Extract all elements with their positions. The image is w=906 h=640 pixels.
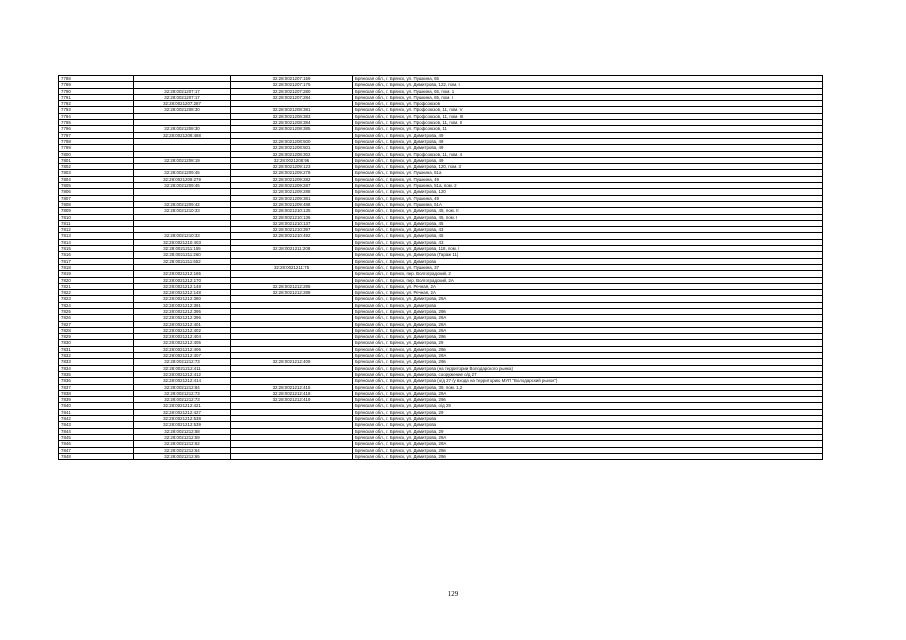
parcel-number-cell: 32:28:0021212:396 [134, 315, 231, 321]
row-number-cell: 7832 [59, 353, 134, 359]
object-number-cell: 32:28:0021211:208 [231, 246, 353, 252]
address-cell: Брянская обл., г. Брянск, ул. Речная, 2А [353, 290, 823, 296]
row-number-cell: 7801 [59, 157, 134, 163]
address-cell: Брянская обл., г. Брянск, ул. Пушкина, 65, пом. I [353, 94, 823, 100]
row-number-cell: 7817 [59, 258, 134, 264]
row-number-cell: 7823 [59, 296, 134, 302]
parcel-number-cell: 32:28:0021212:62 [134, 441, 231, 447]
address-cell: Брянская обл., г. Брянск, ул. Профсоюзов, 11 [353, 126, 823, 132]
address-cell: Брянская обл., г. Брянск, ул. Пушкина, 49 [353, 176, 823, 182]
object-number-cell: 32:28:0021212:419 [231, 397, 353, 403]
row-number-cell: 7824 [59, 302, 134, 308]
parcel-number-cell: 32:28:0021212:539 [134, 422, 231, 428]
row-number-cell: 7812 [59, 227, 134, 233]
row-number-cell: 7835 [59, 371, 134, 377]
address-cell: Брянская обл., г. Брянск, ул. Димитрова, 29в [353, 447, 823, 453]
parcel-number-cell: 32:28:0021209:45 [134, 183, 231, 189]
address-cell: Брянская обл., г. Брянск, пер. Волгоградский, 2 [353, 271, 823, 277]
object-number-cell: 32:28:0021212:418 [231, 390, 353, 396]
table-row [59, 453, 823, 459]
row-number-cell: 7795 [59, 120, 134, 126]
address-cell: Брянская обл., г. Брянск, ул. Димитрова, 122, пом. I [353, 82, 823, 88]
address-cell: Брянская обл., г. Брянск, ул. Димитрова, сооружение о/д 27 [353, 371, 823, 377]
row-number-cell: 7843 [59, 422, 134, 428]
row-number-cell: 7848 [59, 453, 134, 459]
row-number-cell: 7838 [59, 390, 134, 396]
address-cell: Брянская обл., г. Брянск, ул. Димитрова, 29А [353, 315, 823, 321]
address-cell: Брянская обл., г. Брянск, ул. Димитрова, 29А [353, 390, 823, 396]
parcel-number-cell: 32:28:0021211:155 [134, 246, 231, 252]
row-number-cell: 7844 [59, 428, 134, 434]
address-cell: Брянская обл., г. Брянск, ул. Димитрова, 29 [353, 428, 823, 434]
object-number-cell: 32:28:0021209:278 [231, 170, 353, 176]
row-number-cell: 7815 [59, 246, 134, 252]
object-number-cell [231, 453, 353, 459]
row-number-cell: 7820 [59, 277, 134, 283]
row-number-cell: 7804 [59, 176, 134, 182]
address-cell: Брянская обл., г. Брянск, ул. Профсоюзов, 11, пом. V [353, 107, 823, 113]
row-number-cell: 7803 [59, 170, 134, 176]
object-number-cell: 32:28:0021207:280 [231, 88, 353, 94]
row-number-cell: 7829 [59, 334, 134, 340]
address-cell: Брянская обл., г. Брянск, ул. Димитрова, 29А [353, 327, 823, 333]
object-number-cell: 32:28:0021208:383 [231, 113, 353, 119]
object-number-cell: 32:28:0021210:136 [231, 214, 353, 220]
object-number-cell: 32:28:0021210:492 [231, 233, 353, 239]
row-number-cell: 7822 [59, 290, 134, 296]
parcel-number-cell: 32:28:0021210:403 [134, 239, 231, 245]
object-number-cell: 32:28:0021211:75 [231, 264, 353, 270]
object-number-cell: 32:28:0021208:385 [231, 126, 353, 132]
parcel-number-cell: 32:28:0021212:64 [134, 447, 231, 453]
object-number-cell: 32:28:0021212:288 [231, 290, 353, 296]
object-number-cell: 32:28:0021209:488 [231, 201, 353, 207]
address-cell: Брянская обл., г. Брянск, ул. Пушкина, 51А [353, 201, 823, 207]
object-number-cell: 32:28:0021208:384 [231, 120, 353, 126]
parcel-number-cell: 32:28:0021209:279 [134, 176, 231, 182]
row-number-cell: 7796 [59, 126, 134, 132]
object-number-cell: 32:28:0021209:381 [231, 195, 353, 201]
parcel-number-cell: 32:28:0021212:406 [134, 346, 231, 352]
address-cell: Брянская обл., г. Брянск, ул. Димитрова [353, 258, 823, 264]
object-number-cell: 32:28:0021207:175 [231, 82, 353, 88]
address-cell: Брянская обл., г. Брянск, ул. Димитрова (Гараж 11) [353, 252, 823, 258]
row-number-cell: 7797 [59, 132, 134, 138]
row-number-cell: 7794 [59, 113, 134, 119]
parcel-number-cell: 32:28:0021209:42 [134, 201, 231, 207]
object-number-cell: 32:28:0021208:96 [231, 157, 353, 163]
parcel-number-cell: 32:28:0021212:84 [134, 384, 231, 390]
row-number-cell: 7805 [59, 183, 134, 189]
address-cell: Брянская обл., г. Брянск, ул. Профсоюзов [353, 101, 823, 107]
parcel-number-cell: 32:28:0021212:405 [134, 340, 231, 346]
row-number-cell: 7831 [59, 346, 134, 352]
address-cell: Брянская обл., г. Брянск, ул. Димитрова, 120 [353, 189, 823, 195]
parcel-number-cell: 32:28:0021209:45 [134, 170, 231, 176]
row-number-cell: 7845 [59, 434, 134, 440]
row-number-cell: 7826 [59, 315, 134, 321]
row-number-cell: 7791 [59, 94, 134, 100]
parcel-number-cell: 32:28:0021207:287 [134, 101, 231, 107]
object-number-cell: 32:28:0021208:500 [231, 138, 353, 144]
row-number-cell: 7830 [59, 340, 134, 346]
object-number-cell: 32:28:0021208:381 [231, 107, 353, 113]
address-cell: Брянская обл., г. Брянск, ул. Димитрова, 118, пом. I [353, 246, 823, 252]
row-number-cell: 7813 [59, 233, 134, 239]
row-number-cell: 7811 [59, 220, 134, 226]
row-number-cell: 7834 [59, 365, 134, 371]
parcel-number-cell: 32:28:0021210:33 [134, 233, 231, 239]
address-cell: Брянская обл., г. Брянск, ул. Димитрова, 29в [353, 453, 823, 459]
address-cell: Брянская обл., г. Брянск, ул. Димитрова, 49 [353, 132, 823, 138]
row-number-cell: 7814 [59, 239, 134, 245]
parcel-number-cell: 32:28:0021212:414 [134, 378, 231, 384]
parcel-number-cell: 32:28:0021212:412 [134, 371, 231, 377]
object-number-cell: 32:28:0021212:285 [231, 283, 353, 289]
address-cell: Брянская обл., г. Брянск, ул. Димитрова, 45, пом. II [353, 208, 823, 214]
address-cell: Брянская обл., г. Брянск, ул. Димитрова [353, 416, 823, 422]
address-cell: Брянская обл., г. Брянск, ул. Димитрова [353, 302, 823, 308]
object-number-cell: 32:28:0021210:397 [231, 227, 353, 233]
cadastral-table [58, 75, 823, 460]
object-number-cell: 32:28:0021207:284 [231, 94, 353, 100]
address-cell: Брянская обл., г. Брянск, ул. Пушкина, 65 [353, 76, 823, 82]
row-number-cell: 7789 [59, 82, 134, 88]
parcel-number-cell: 32:28:0021212:170 [134, 277, 231, 283]
address-cell: Брянская обл., г. Брянск, ул. Димитрова, 29А [353, 321, 823, 327]
object-number-cell: 32:28:0021209:282 [231, 176, 353, 182]
parcel-number-cell: 32:28:0021207:17 [134, 88, 231, 94]
address-cell: Брянская обл., г. Брянск, ул. Димитрова, 49 [353, 138, 823, 144]
address-cell: Брянская обл., г. Брянск, ул. Профсоюзов, 11, пом. III [353, 113, 823, 119]
row-number-cell: 7799 [59, 145, 134, 151]
row-number-cell: 7833 [59, 359, 134, 365]
parcel-number-cell: 32:28:0021211:260 [134, 252, 231, 258]
address-cell: Брянская обл., г. Брянск, ул. Димитрова, 29в [353, 359, 823, 365]
address-cell: Брянская обл., г. Брянск, ул. Пушкина, 37 [353, 264, 823, 270]
row-number-cell: 7802 [59, 164, 134, 170]
object-number-cell: 32:28:0021212:415 [231, 384, 353, 390]
address-cell: Брянская обл., г. Брянск, ул. Димитрова, 45 [353, 220, 823, 226]
parcel-number-cell: 32:28:0021212:391 [134, 302, 231, 308]
parcel-number-cell: 32:28:0021212:58 [134, 428, 231, 434]
address-cell: Брянская обл., г. Брянск, ул. Димитрова, 29А [353, 434, 823, 440]
row-number-cell: 7821 [59, 283, 134, 289]
address-cell: Брянская обл., г. Брянск, ул. Пушкина, 65, пом. 1 [353, 88, 823, 94]
parcel-number-cell: 32:28:0021212:395 [134, 308, 231, 314]
parcel-number-cell: 32:28:0021212:73 [134, 390, 231, 396]
parcel-number-cell: 32:28:0021212:401 [134, 321, 231, 327]
address-cell: Брянская обл., г. Брянск, ул. Димитрова, 29 [353, 409, 823, 415]
address-cell: Брянская обл., г. Брянск, ул. Пушкина, 51а, пом. 2 [353, 183, 823, 189]
parcel-number-cell: 32:28:0021212:59 [134, 434, 231, 440]
parcel-number-cell: 32:28:0021212:148 [134, 283, 231, 289]
parcel-number-cell: 32:28:0021212:73 [134, 397, 231, 403]
address-cell: Брянская обл., г. Брянск, ул. Димитрова, 29в [353, 308, 823, 314]
address-cell: Брянская обл., г. Брянск, ул. Димитрова [353, 422, 823, 428]
parcel-number-cell: 32:28:0021212:402 [134, 327, 231, 333]
row-number-cell: 7792 [59, 101, 134, 107]
address-cell: Брянская обл., г. Брянск, ул. Димитрова, 29А [353, 296, 823, 302]
parcel-number-cell: 32:28:0021212:65 [134, 453, 231, 459]
address-cell: Брянская обл., г. Брянск, ул. Димитрова, 45, пом. I [353, 214, 823, 220]
address-cell: Брянская обл., г. Брянск, ул. Димитрова, 29в [353, 346, 823, 352]
address-cell: Брянская обл., г. Брянск, ул. Димитрова, 29А [353, 353, 823, 359]
row-number-cell: 7847 [59, 447, 134, 453]
address-cell: Брянская обл., г. Брянск, ул. Пушкина, 51а [353, 170, 823, 176]
address-cell: Брянская обл., г. Брянск, ул. Димитрова, 49 [353, 157, 823, 163]
address-cell: Брянская обл., г. Брянск, ул. Димитрова, о/д 29 [353, 403, 823, 409]
address-cell: Брянская обл., г. Брянск, ул. Димитрова, 43 [353, 227, 823, 233]
row-number-cell: 7846 [59, 441, 134, 447]
row-number-cell: 7837 [59, 384, 134, 390]
parcel-number-cell: 32:28:0021208:488 [134, 132, 231, 138]
page-number: 129 [447, 590, 459, 598]
row-number-cell: 7828 [59, 327, 134, 333]
row-number-cell: 7809 [59, 208, 134, 214]
object-number-cell: 32:28:0021208:501 [231, 145, 353, 151]
address-cell: Брянская обл., г. Брянск, ул. Димитрова, 29 [353, 340, 823, 346]
object-number-cell: 32:28:0021209:287 [231, 183, 353, 189]
parcel-number-cell: 32:28:0021212:380 [134, 296, 231, 302]
address-cell: Брянская обл., г. Брянск, ул. Димитрова, 29в [353, 334, 823, 340]
address-cell: Брянская обл., г. Брянск, ул. Димитрова (на территории Володарского рынка) [353, 365, 823, 371]
row-number-cell: 7800 [59, 151, 134, 157]
table-body [59, 76, 823, 460]
row-number-cell: 7790 [59, 88, 134, 94]
parcel-number-cell: 32:28:0021212:148 [134, 290, 231, 296]
parcel-number-cell: 32:28:0021208:19 [134, 157, 231, 163]
object-number-cell: 32:28:0021210:135 [231, 208, 353, 214]
row-number-cell: 7806 [59, 189, 134, 195]
parcel-number-cell: 32:28:0021212:427 [134, 409, 231, 415]
object-number-cell: 32:28:0021208:302 [231, 151, 353, 157]
row-number-cell: 7840 [59, 403, 134, 409]
address-cell: Брянская обл., г. Брянск, ул. Речная, 2А [353, 283, 823, 289]
address-cell: Брянская обл., г. Брянск, ул. Димитрова, 45 [353, 233, 823, 239]
address-cell: Брянская обл., г. Брянск, ул. Профсоюзов, 11, пом. 4 [353, 151, 823, 157]
parcel-number-cell: 32:28:0021211:652 [134, 258, 231, 264]
row-number-cell: 7841 [59, 409, 134, 415]
parcel-number-cell: 32:28:0021212:538 [134, 416, 231, 422]
row-number-cell: 7810 [59, 214, 134, 220]
address-cell: Брянская обл., г. Брянск, ул. Димитрова, 39, пом. 1,2 [353, 384, 823, 390]
row-number-cell: 7807 [59, 195, 134, 201]
row-number-cell: 7842 [59, 416, 134, 422]
parcel-number-cell: 32:28:0021210:33 [134, 208, 231, 214]
parcel-number-cell: 32:28:0021212:165 [134, 271, 231, 277]
row-number-cell: 7798 [59, 138, 134, 144]
parcel-number-cell: 32:28:0021212:407 [134, 353, 231, 359]
row-number-cell: 7836 [59, 378, 134, 384]
row-number-cell: 7788 [59, 76, 134, 82]
address-cell: Брянская обл., г. Брянск, ул. Димитрова (о/д 27 /у входа на территорию МУП "Володарский рынок") [353, 378, 823, 384]
parcel-number-cell: 32:28:0021212:411 [134, 365, 231, 371]
object-number-cell: 32:28:0021207:159 [231, 76, 353, 82]
object-number-cell: 32:28:0021209:123 [231, 164, 353, 170]
parcel-number-cell: 32:28:0021208:30 [134, 107, 231, 113]
row-number-cell: 7839 [59, 397, 134, 403]
row-number-cell: 7819 [59, 271, 134, 277]
parcel-number-cell: 32:28:0021212:421 [134, 403, 231, 409]
address-cell: Брянская обл., г. Брянск, ул. Димитрова, 43 [353, 239, 823, 245]
address-cell: Брянская обл., г. Брянск, ул. Димитрова, 29в [353, 397, 823, 403]
object-number-cell: 32:28:0021209:288 [231, 189, 353, 195]
row-number-cell: 7818 [59, 264, 134, 270]
object-number-cell: 32:28:0021212:408 [231, 359, 353, 365]
parcel-number-cell: 32:28:0021208:30 [134, 126, 231, 132]
address-cell: Брянская обл., г. Брянск, ул. Димитрова, 29А [353, 441, 823, 447]
address-cell: Брянская обл., г. Брянск, ул. Димитрова, 120, пом. 3 [353, 164, 823, 170]
parcel-number-cell: 32:28:0021212:73 [134, 359, 231, 365]
row-number-cell: 7827 [59, 321, 134, 327]
row-number-cell: 7793 [59, 107, 134, 113]
address-cell: Брянская обл., г. Брянск, пер. Волгоградский, 2А [353, 277, 823, 283]
parcel-number-cell: 32:28:0021207:17 [134, 94, 231, 100]
address-cell: Брянская обл., г. Брянск, ул. Димитрова, 49 [353, 145, 823, 151]
object-number-cell: 32:28:0021210:137 [231, 220, 353, 226]
parcel-number-cell: 32:28:0021212:404 [134, 334, 231, 340]
address-cell: Брянская обл., г. Брянск, ул. Профсоюзов, 11, пом. II [353, 120, 823, 126]
address-cell: Брянская обл., г. Брянск, ул. Пушкина, 49 [353, 195, 823, 201]
row-number-cell: 7808 [59, 201, 134, 207]
row-number-cell: 7825 [59, 308, 134, 314]
row-number-cell: 7816 [59, 252, 134, 258]
